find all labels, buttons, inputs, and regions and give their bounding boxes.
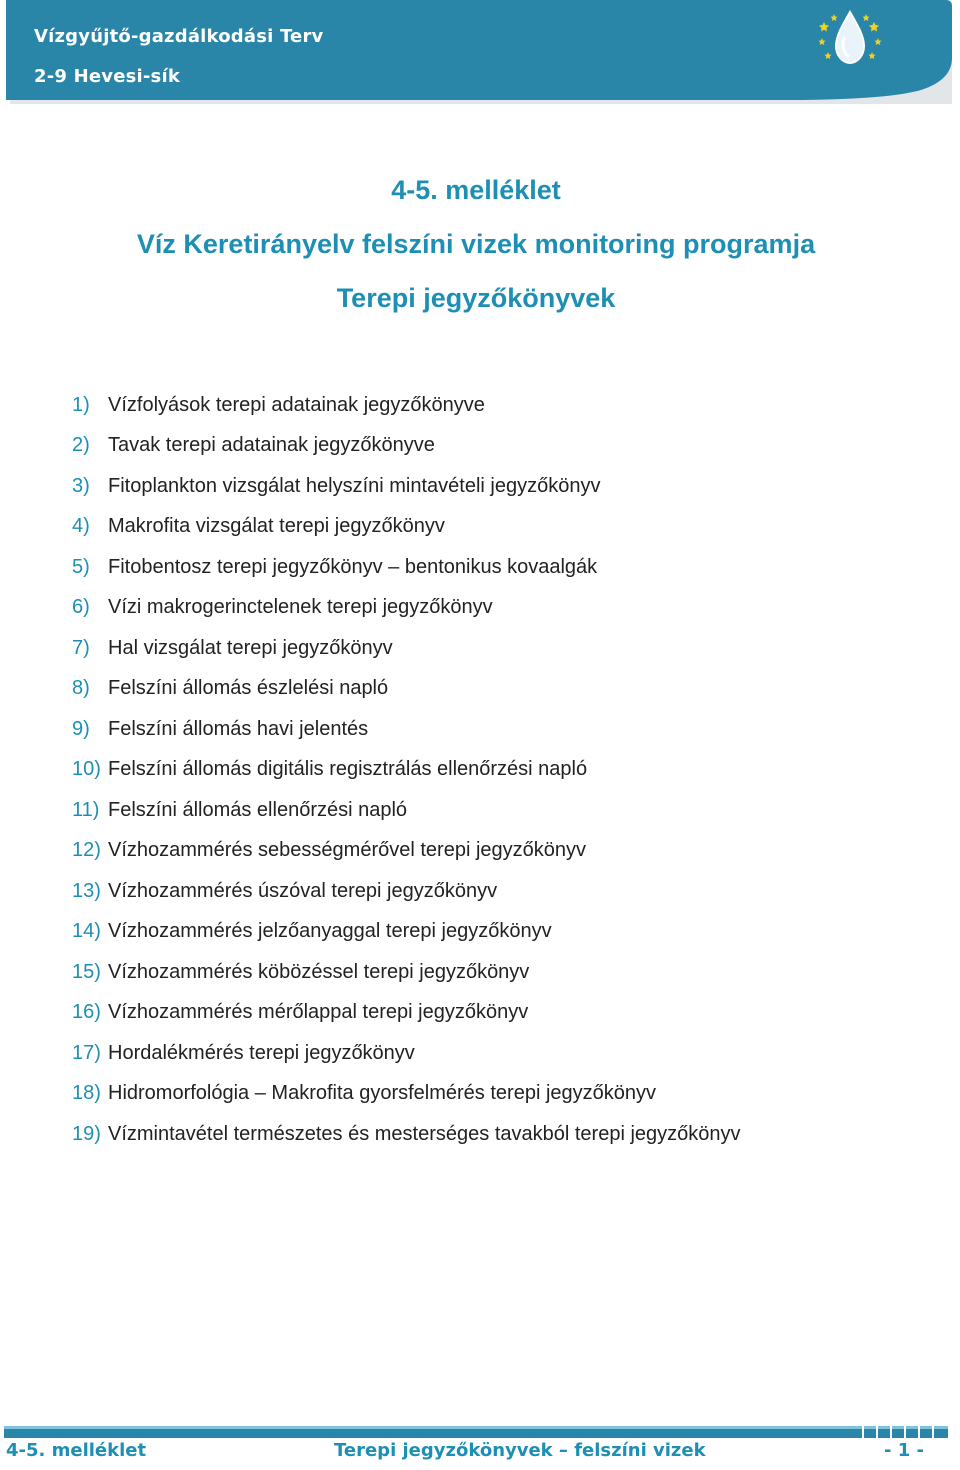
list-item <box>72 1033 932 1074</box>
list-item <box>72 385 932 426</box>
list-item <box>72 912 932 953</box>
item-text: Vízhozammérés köbözéssel terepi jegyzőkönyv <box>108 960 530 983</box>
item-text: Vízi makrogerinctelenek terepi jegyzőkönyv <box>108 596 493 619</box>
list-item <box>72 669 932 710</box>
header-background <box>6 0 952 104</box>
item-text: Hordalékmérés terepi jegyzőkönyv <box>108 1041 415 1064</box>
list-item <box>72 507 932 548</box>
item-number: 18) <box>72 1082 101 1105</box>
item-number: 6) <box>72 596 90 619</box>
header-subtitle: 2-9 Hevesi-sík <box>34 66 181 87</box>
item-number: 2) <box>72 434 90 457</box>
item-number: 10) <box>72 758 101 781</box>
item-text: Hidromorfológia – Makrofita gyorsfelmérés terepi jegyzőkönyv <box>108 1082 657 1105</box>
item-text: Fitoplankton vizsgálat helyszíni mintavételi jegyzőkönyv <box>108 474 601 497</box>
item-number: 5) <box>72 555 90 578</box>
item-text: Felszíni állomás digitális regisztrálás ellenőrzési napló <box>108 758 588 781</box>
water-drop-eu-stars-icon <box>814 8 886 70</box>
header-title: Vízgyűjtő-gazdálkodási Terv <box>34 26 324 47</box>
footer-title: Terepi jegyzőkönyvek – felszíni vizek <box>334 1440 706 1461</box>
list-item <box>72 790 932 831</box>
list-item <box>72 831 932 872</box>
list-item <box>72 750 932 791</box>
list-item <box>72 426 932 467</box>
item-text: Tavak terepi adatainak jegyzőkönyve <box>108 434 435 457</box>
item-number: 12) <box>72 839 101 862</box>
item-number: 17) <box>72 1041 101 1064</box>
program-title: Víz Keretirányelv felszíni vizek monitoring programja <box>136 229 816 259</box>
item-text: Felszíni állomás ellenőrzési napló <box>108 798 408 821</box>
item-text: Vízfolyások terepi adatainak jegyzőkönyve <box>108 393 485 416</box>
item-text: Fitobentosz terepi jegyzőkönyv – bentonikus kovaalgák <box>108 555 598 578</box>
item-number: 15) <box>72 960 101 983</box>
item-text: Felszíni állomás észlelési napló <box>108 677 389 700</box>
item-text: Vízhozammérés sebességmérővel terepi jegyzőkönyv <box>108 839 586 862</box>
item-text: Felszíni állomás havi jelentés <box>108 717 369 740</box>
item-text: Vízhozammérés jelzőanyaggal terepi jegyzőkönyv <box>108 920 552 943</box>
item-number: 13) <box>72 879 101 902</box>
list-item <box>72 709 932 750</box>
item-text: Vízhozammérés mérőlappal terepi jegyzőkönyv <box>108 1001 529 1024</box>
annex-title: 4-5. melléklet <box>391 175 561 205</box>
item-text: Vízmintavétel természetes és mesterséges tavakból terepi jegyzőkönyv <box>108 1122 741 1145</box>
list-item <box>72 466 932 507</box>
page-number: - 1 - <box>884 1440 924 1461</box>
list-item <box>72 952 932 993</box>
footer-divider <box>4 1426 948 1438</box>
item-number: 14) <box>72 920 101 943</box>
document-titles <box>0 175 952 323</box>
item-text: Makrofita vizsgálat terepi jegyzőkönyv <box>108 515 445 538</box>
list-item <box>72 628 932 669</box>
list-item <box>72 588 932 629</box>
item-number: 11) <box>72 798 100 821</box>
item-number: 7) <box>72 636 90 659</box>
item-text: Hal vizsgálat terepi jegyzőkönyv <box>108 636 393 659</box>
list-item <box>72 1114 932 1155</box>
toc-list <box>72 385 932 1155</box>
footer-annex: 4-5. melléklet <box>6 1440 147 1461</box>
item-number: 1) <box>72 393 90 416</box>
item-number: 8) <box>72 677 90 700</box>
list-item <box>72 547 932 588</box>
item-number: 9) <box>72 717 90 740</box>
list-item <box>72 871 932 912</box>
item-number: 19) <box>72 1122 101 1145</box>
item-number: 16) <box>72 1001 101 1024</box>
header-band <box>6 0 952 104</box>
item-number: 4) <box>72 515 90 538</box>
list-item <box>72 993 932 1034</box>
item-number: 3) <box>72 474 90 497</box>
item-text: Vízhozammérés úszóval terepi jegyzőkönyv <box>108 879 498 902</box>
subject-title: Terepi jegyzőkönyvek <box>336 283 616 313</box>
list-item <box>72 1074 932 1115</box>
